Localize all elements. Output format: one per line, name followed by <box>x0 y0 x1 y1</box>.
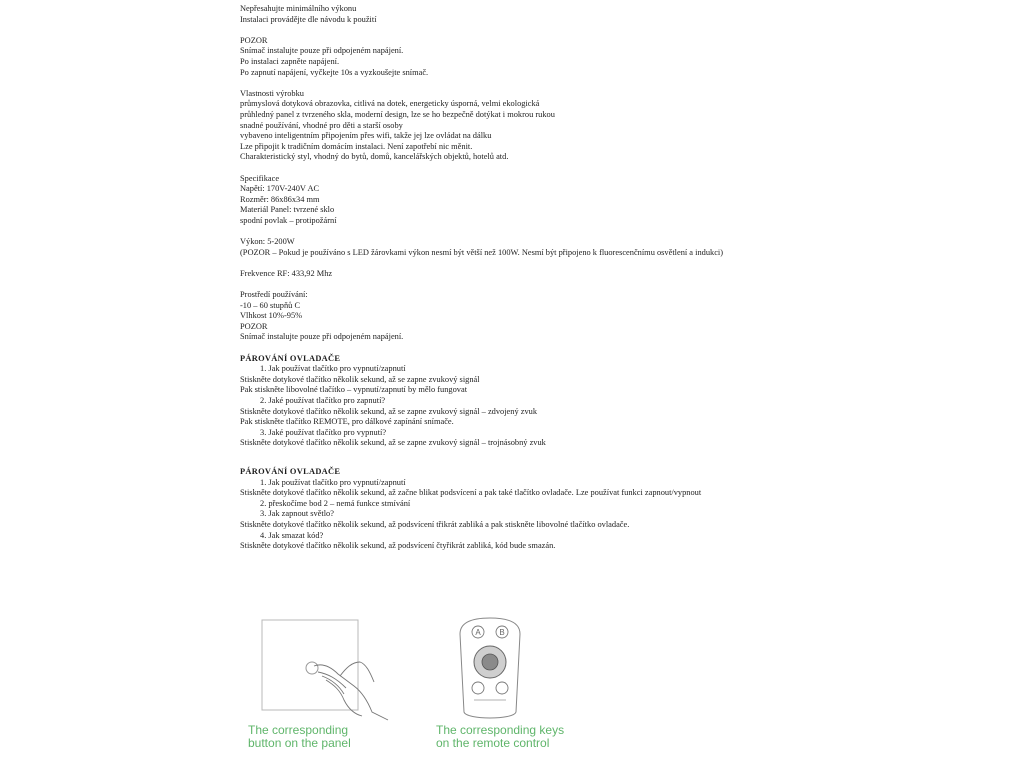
warning-line-1: Snímač instalujte pouze při odpojeném napájení. <box>240 46 404 56</box>
panel-caption: The corresponding button on the panel <box>248 723 351 750</box>
touch-panel-illustration <box>256 616 406 724</box>
feature-line: snadné používání, vhodné pro děti a starší osoby <box>240 120 403 130</box>
warning-line-3: Po zapnutí napájení, vyčkejte 10s a vyzkoušejte snímač. <box>240 67 429 77</box>
power-note: (POZOR – Pokud je používáno s LED žárovkami výkon nesmí být větší než 100W. Nesmí být připojeno k fluorescenčnímu osvětlení a indukci) <box>240 247 724 257</box>
spec-line: Napětí: 170V-240V AC <box>240 184 320 194</box>
pairing-line: Pak stiskněte libovolné tlačítko – vypnutí/zapnutí by mělo fungovat <box>240 385 468 395</box>
spec-line: Rozměr: 86x86x34 mm <box>240 194 320 204</box>
power-line: Výkon: 5-200W <box>240 237 295 247</box>
pairing-line: Stiskněte dotykové tlačítko několik sekund, až se zapne zvukový signál – zdvojený zvuk <box>240 406 538 416</box>
intro-line-1: Nepřesahujte minimálního výkonu <box>240 4 357 13</box>
pairing-line: Stiskněte dotykové tlačítko několik sekund, až podsvícení třikrát zabliká a pak stiskněte libovolné tlačítko ovladače. <box>240 519 630 529</box>
feature-line: Charakteristický styl, vhodný do bytů, domů, kancelářských objektů, hotelů atd. <box>240 152 509 162</box>
pairing-heading-2: PÁROVÁNÍ OVLADAČE <box>240 466 341 476</box>
warning-heading: POZOR <box>240 35 268 45</box>
feature-line: průhledný panel z tvrzeného skla, moderní design, lze se ho bezpečně dotýkat i mokrou rukou <box>240 109 555 119</box>
warning-line-2: Po instalaci zapněte napájení. <box>240 56 340 66</box>
illustrations <box>240 612 800 762</box>
environment-line: -10 – 60 stupňů C <box>240 300 301 310</box>
remote-control-illustration <box>440 616 540 724</box>
manual-text <box>240 4 800 552</box>
remote-caption: The corresponding keys on the remote control <box>436 723 565 750</box>
remote-key-a: A <box>475 628 481 637</box>
environment-line: Vlhkost 10%-95% <box>240 311 303 321</box>
pairing-line: Stiskněte dotykové tlačítko několik sekund, až začne blikat podsvícení a pak také tlačítko ovladače. Lze používat funkci zapnout/vypnout <box>240 488 702 498</box>
pairing-step: 1. Jak používat tlačítko pro vypnutí/zapnutí <box>260 477 406 487</box>
remote-key-b: B <box>499 628 505 637</box>
pairing-line: Pak stiskněte tlačítko REMOTE, pro dálkové zapínání snímače. <box>240 417 454 427</box>
panel-touch-button <box>306 662 318 674</box>
environment-heading: Prostředí používání: <box>240 290 308 300</box>
intro-line-2: Instalaci provádějte dle návodu k použití <box>240 14 377 24</box>
environment-line: Snímač instalujte pouze při odpojeném napájení. <box>240 332 404 342</box>
feature-line: vybaveno inteligentním připojením přes wifi, takže jej lze ovládat na dálku <box>240 131 492 141</box>
pairing-line: Stiskněte dotykové tlačítko několik sekund, až podsvícení čtyřikrát zabliká, kód bude smazán. <box>240 541 556 551</box>
pairing-line: Stiskněte dotykové tlačítko několik sekund, až se zapne zvukový signál <box>240 374 480 384</box>
feature-line: průmyslová dotyková obrazovka, citlivá na dotek, energeticky úsporná, velmi ekologická <box>240 99 540 109</box>
frequency-line: Frekvence RF: 433,92 Mhz <box>240 268 333 278</box>
pairing-step: 1. Jak používat tlačítko pro vypnutí/zapnutí <box>260 364 406 374</box>
feature-line: Lze připojit k tradičním domácím instalaci. Není zapotřebí nic měnit. <box>240 141 473 151</box>
spec-heading: Specifikace <box>240 173 280 183</box>
features-heading: Vlastnosti výrobku <box>240 88 304 98</box>
pairing-line: Stiskněte dotykové tlačítko několik sekund, až se zapne zvukový signál – trojnásobný zvuk <box>240 438 546 448</box>
pairing-step: 3. Jak zapnout světlo? <box>260 509 334 519</box>
pairing-step: 3. Jaké používat tlačítko pro vypnutí? <box>260 427 387 437</box>
pairing-step: 4. Jak smazat kód? <box>260 530 324 540</box>
spec-line: spodní povlak – protipožární <box>240 215 337 225</box>
pairing-step: 2. Jaké používat tlačítko pro zapnutí? <box>260 395 386 405</box>
warning-heading-2: POZOR <box>240 321 268 331</box>
pairing-step: 2. přeskočíme bod 2 – nemá funkce stmívání <box>260 498 411 508</box>
pairing-heading-1: PÁROVÁNÍ OVLADAČE <box>240 353 341 363</box>
spec-line: Materiál Panel: tvrzené sklo <box>240 205 335 215</box>
